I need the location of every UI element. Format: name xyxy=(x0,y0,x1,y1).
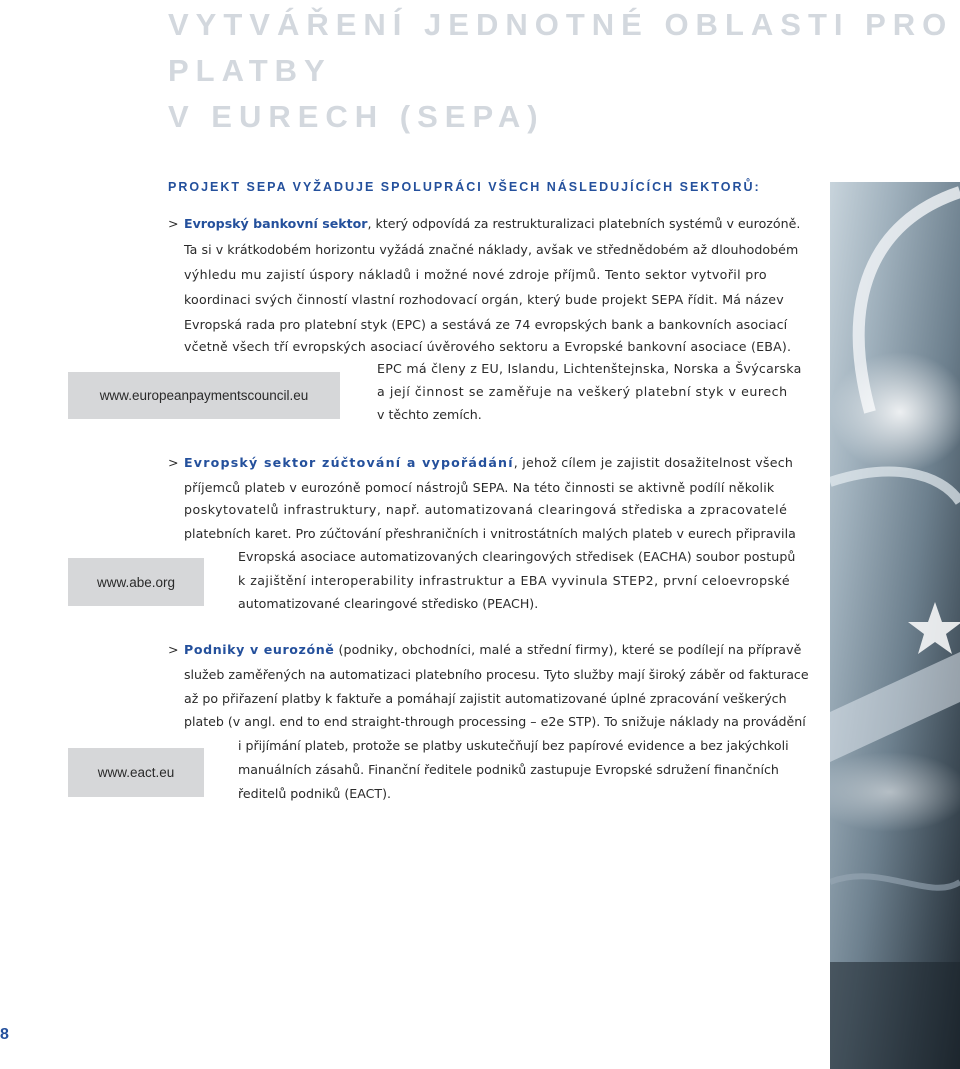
link-europeanpaymentscouncil[interactable]: www.europeanpaymentscouncil.eu xyxy=(68,372,340,419)
paragraph-line: služeb zaměřených na automatizaci platebního procesu. Tyto služby mají široký záběr od fakturace xyxy=(184,667,809,682)
paragraph-line: až po přiřazení platby k faktuře a pomáhají zajistit automatizované úplné zpracování veškerých xyxy=(184,691,787,706)
euro-coin-photo xyxy=(830,182,960,1069)
paragraph-line: platebních karet. Pro zúčtování přeshraničních i vnitrostátních malých plateb v eurech připravila xyxy=(184,526,796,541)
paragraph-line: manuálních zásahů. Finanční ředitele podniků zastupuje Evropské sdružení finančních xyxy=(238,762,779,777)
page-title-line-2: V EURECH (SEPA) xyxy=(168,99,545,134)
page-number: 8 xyxy=(0,1026,9,1043)
paragraph-line: i přijímání plateb, protože se platby uskutečňují bez papírové evidence a bez jakýchkoli xyxy=(238,738,789,753)
paragraph-line: automatizované clearingové středisko (PEACH). xyxy=(238,596,539,611)
page-title xyxy=(168,2,960,140)
page-title-line-1: VYTVÁŘENÍ JEDNOTNÉ OBLASTI PRO PLATBY xyxy=(168,7,954,88)
paragraph-line: Podniky v eurozóně (podniky, obchodníci, malé a střední firmy), které se podílejí na přípravě xyxy=(184,642,802,657)
paragraph-line: Evropská asociace automatizovaných clearingových středisek (EACHA) soubor postupů xyxy=(238,549,796,564)
section-subtitle: PROJEKT SEPA VYŽADUJE SPOLUPRÁCI VŠECH NÁSLEDUJÍCÍCH SEKTORŮ: xyxy=(168,180,761,194)
paragraph-line: ředitelů podniků (EACT). xyxy=(238,786,392,801)
paragraph-line: k zajištění interoperability infrastruktur a EBA vyvinula STEP2, první celoevropské xyxy=(238,573,791,588)
link-eact[interactable]: www.eact.eu xyxy=(68,748,204,797)
paragraph-line: a její činnost se zaměřuje na veškerý platební styk v eurech xyxy=(377,384,788,399)
bullet-marker: > xyxy=(168,216,179,231)
paragraph-line: výhledu mu zajistí úspory nákladů i možné nové zdroje příjmů. Tento sektor vytvořil pro xyxy=(184,267,767,282)
paragraph-line: Evropský bankovní sektor, který odpovídá za restrukturalizaci platebních systémů v eurozóně. xyxy=(184,216,801,231)
paragraph-line: Evropská rada pro platební styk (EPC) a sestává ze 74 evropských bank a bankovních asociací xyxy=(184,317,788,332)
paragraph-line: koordinaci svých činností vlastní rozhodovací orgán, který bude projekt SEPA řídit. Má název xyxy=(184,292,784,307)
paragraph-line: v těchto zemích. xyxy=(377,407,482,422)
paragraph-line: Ta si v krátkodobém horizontu vyžádá značné náklady, avšak ve střednědobém až dlouhodobém xyxy=(184,242,799,257)
paragraph-line: Evropský sektor zúčtování a vypořádání, jehož cílem je zajistit dosažitelnost všech xyxy=(184,455,794,470)
paragraph-line: příjemců plateb v eurozóně pomocí nástrojů SEPA. Na této činnosti se aktivně podílí několik xyxy=(184,480,775,495)
paragraph-line: EPC má členy z EU, Islandu, Lichtenštejnska, Norska a Švýcarska xyxy=(377,361,802,376)
paragraph-line: včetně všech tří evropských asociací úvěrového sektoru a Evropské bankovní asociace (EBA). xyxy=(184,339,792,354)
link-abe[interactable]: www.abe.org xyxy=(68,558,204,606)
bullet-marker: > xyxy=(168,642,179,657)
sector-name: Evropský sektor zúčtování a vypořádání xyxy=(184,455,514,470)
paragraph-line: plateb (v angl. end to end straight-through processing – e2e STP). To snižuje náklady na provádění xyxy=(184,714,806,729)
sector-name: Evropský bankovní sektor xyxy=(184,216,368,231)
bullet-marker: > xyxy=(168,455,179,470)
sector-name: Podniky v eurozóně xyxy=(184,642,335,657)
paragraph-line: poskytovatelů infrastruktury, např. automatizovaná clearingová střediska a zpracovatelé xyxy=(184,502,788,517)
